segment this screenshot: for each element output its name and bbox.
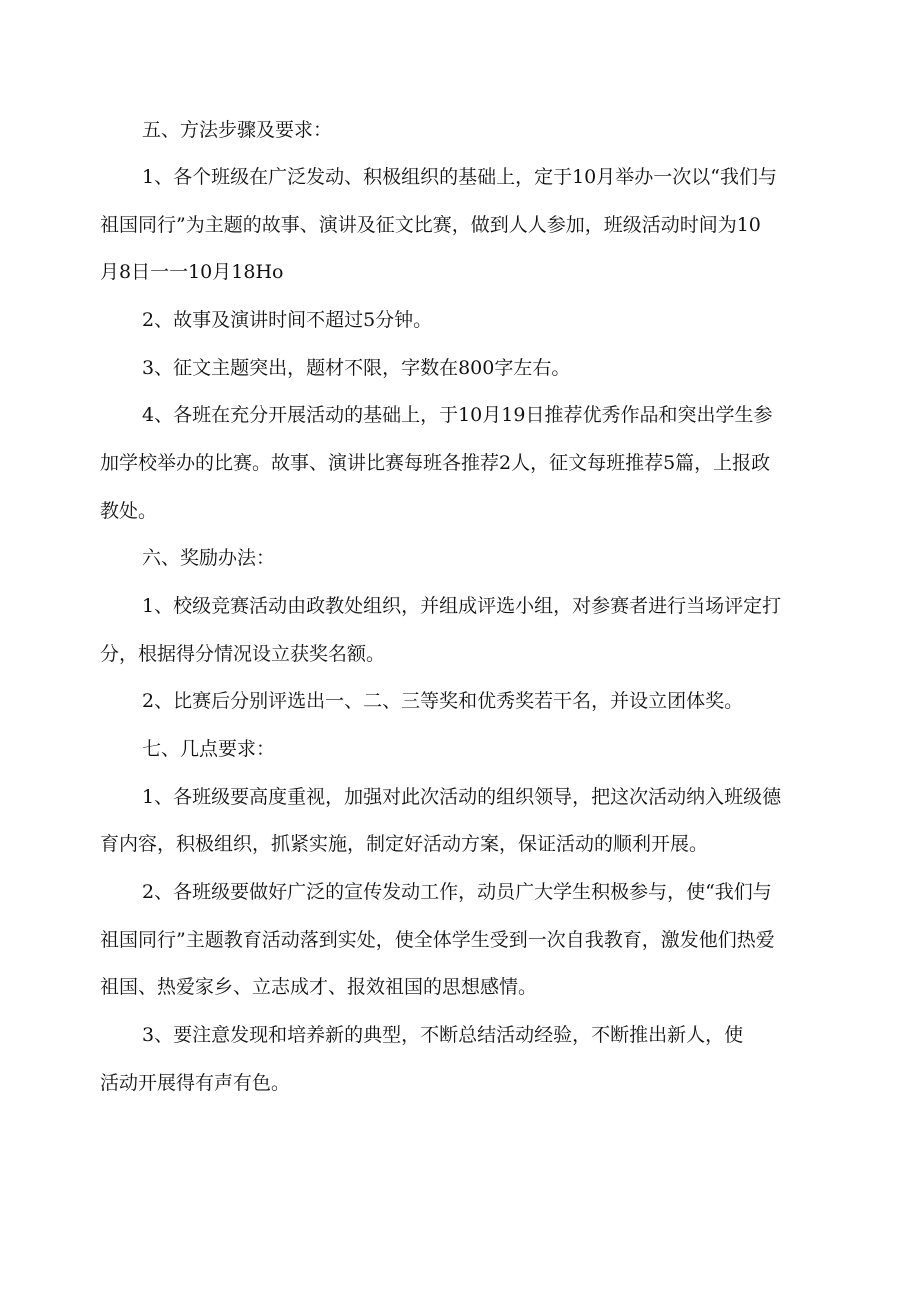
paragraph-line: 祖国、热爱家乡、立志成才、报效祖国的思想感情。 — [100, 976, 538, 998]
paragraph-line: 活动开展得有声有色。 — [100, 1072, 291, 1094]
paragraph-line: 祖国同行”为主题的故事、演讲及征文比赛，做到人人参加，班级活动时间为10 — [100, 214, 761, 236]
paragraph-line: 2、故事及演讲时间不超过5分钟。 — [142, 309, 433, 331]
paragraph-line: 3、要注意发现和培养新的典型，不断总结活动经验，不断推出新人，使 — [142, 1024, 744, 1046]
paragraph-line: 育内容，积极组织，抓紧实施，制定好活动方案，保证活动的顺利开展。 — [100, 833, 709, 855]
paragraph-line: 1、各班级要高度重视，加强对此次活动的组织领导，把这次活动纳入班级德 — [142, 786, 782, 808]
paragraph-line: 2、比赛后分别评选出一、二、三等奖和优秀奖若干名，并设立团体奖。 — [142, 690, 744, 712]
paragraph-line: 加学校举办的比赛。故事、演讲比赛每班各推荐2人，征文每班推荐5篇，上报政 — [100, 452, 771, 474]
paragraph-line: 1、各个班级在广泛发动、积极组织的基础上，定于10月举办一次以“我们与 — [142, 166, 777, 188]
paragraph-line: 教处。 — [100, 500, 158, 522]
paragraph-line: 4、各班在充分开展活动的基础上，于10月19日推荐优秀作品和突出学生参 — [142, 404, 773, 426]
paragraph-line: 分，根据得分情况设立获奖名额。 — [100, 643, 386, 665]
section-heading-5: 五、方法步骤及要求： — [142, 119, 333, 141]
paragraph-line: 月8日一一10月18Ho — [100, 261, 284, 283]
paragraph-line: 2、各班级要做好广泛的宣传发动工作，动员广大学生积极参与，使“我们与 — [142, 881, 772, 903]
paragraph-line: 3、征文主题突出，题材不限，字数在800字左右。 — [142, 357, 571, 379]
paragraph-line: 1、校级竞赛活动由政教处组织，并组成评选小组，对参赛者进行当场评定打 — [142, 595, 782, 617]
paragraph-line: 祖国同行”主题教育活动落到实处，使全体学生受到一次自我教育，激发他们热爱 — [100, 929, 775, 951]
section-heading-6: 六、奖励办法： — [142, 547, 276, 569]
section-heading-7: 七、几点要求： — [142, 738, 276, 760]
